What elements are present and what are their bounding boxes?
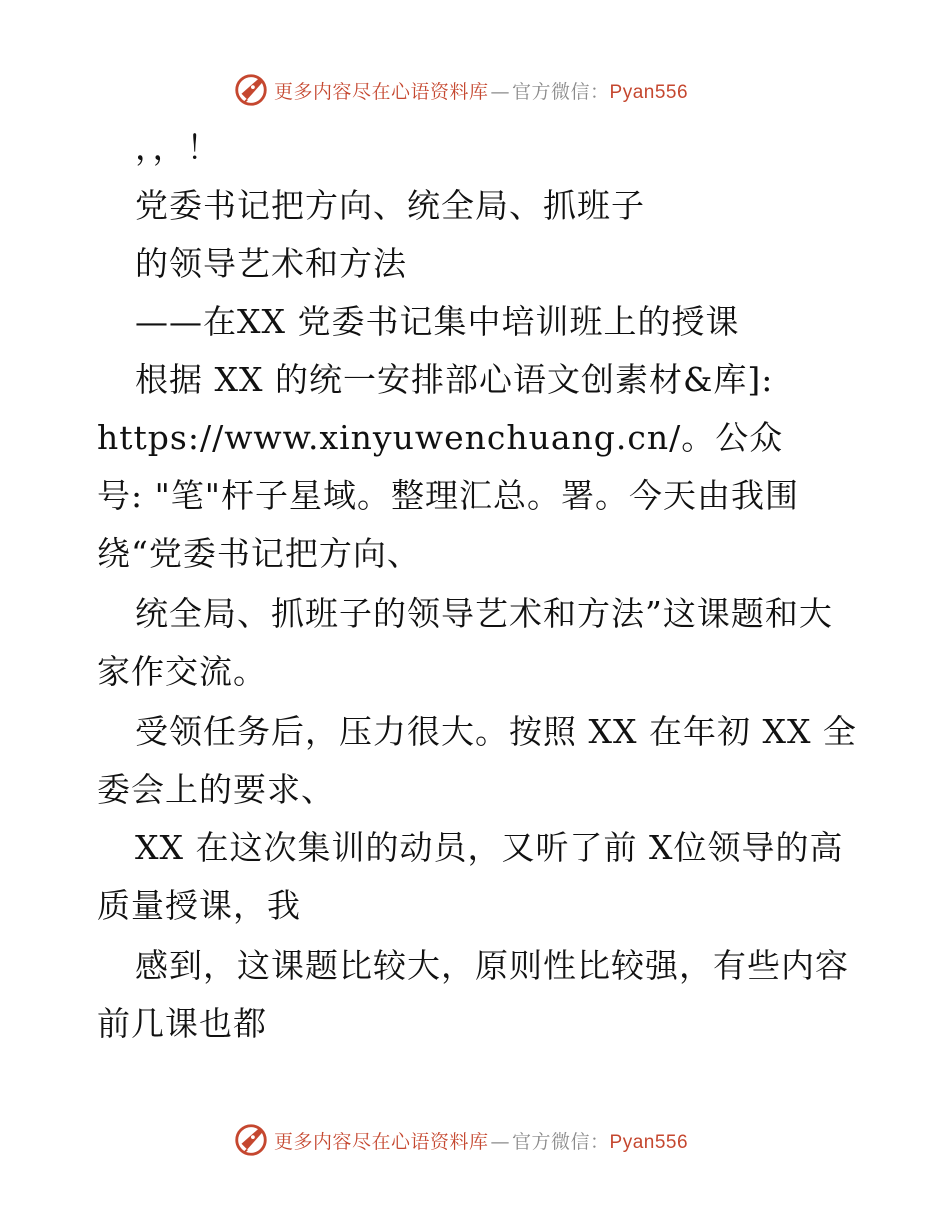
text-line: 根据 XX 的统一安排部心语文创素材&库]: — [135, 360, 774, 399]
text-line: 质量授课，我 — [97, 886, 301, 925]
watermark-text — [274, 1127, 688, 1154]
pen-nib-logo-icon — [232, 1121, 270, 1159]
title-line-2: 的领导艺术和方法 — [135, 244, 407, 283]
pen-nib-logo-icon — [232, 71, 270, 109]
title-line-1: 党委书记把方向、统全局、抓班子 — [135, 186, 645, 225]
text-line: 委会上的要求、 — [97, 770, 335, 809]
text-line: XX 在这次集训的动员，又听了前 X位领导的高 — [135, 828, 844, 867]
watermark-left-text: 更多内容尽在心语资料库 — [274, 80, 489, 103]
text-line: 号: "笔"杆子星域。整理汇总。署。今天由我围 — [97, 476, 799, 515]
text-line: 前几课也都 — [97, 1004, 267, 1043]
text-line: 家作交流。 — [97, 652, 267, 691]
watermark-middle-text: 官方微信： — [512, 1130, 610, 1153]
watermark-id: Pyan556 — [609, 81, 689, 103]
text-line: ，，！ — [135, 128, 221, 167]
watermark-footer — [232, 1120, 752, 1160]
text-line: 绕“党委书记把方向、 — [97, 534, 421, 573]
text-line: https://www.xinyuwenchuang.cn/。公众 — [97, 418, 784, 457]
watermark-left-text: 更多内容尽在心语资料库 — [274, 1130, 489, 1153]
text-line: 感到，这课题比较大，原则性比较强，有些内容 — [135, 946, 849, 985]
subtitle-line: ——在XX 党委书记集中培训班上的授课 — [135, 302, 740, 341]
watermark-dash: — — [490, 1130, 511, 1153]
watermark-middle-text: 官方微信： — [512, 80, 610, 103]
watermark-dash: — — [490, 80, 511, 103]
watermark-text — [274, 77, 688, 104]
text-line: 统全局、抓班子的领导艺术和方法”这课题和大 — [135, 594, 833, 633]
text-line: 受领任务后，压力很大。按照 XX 在年初 XX 全 — [135, 712, 857, 751]
watermark-id: Pyan556 — [609, 1131, 689, 1153]
watermark-header — [232, 70, 752, 110]
